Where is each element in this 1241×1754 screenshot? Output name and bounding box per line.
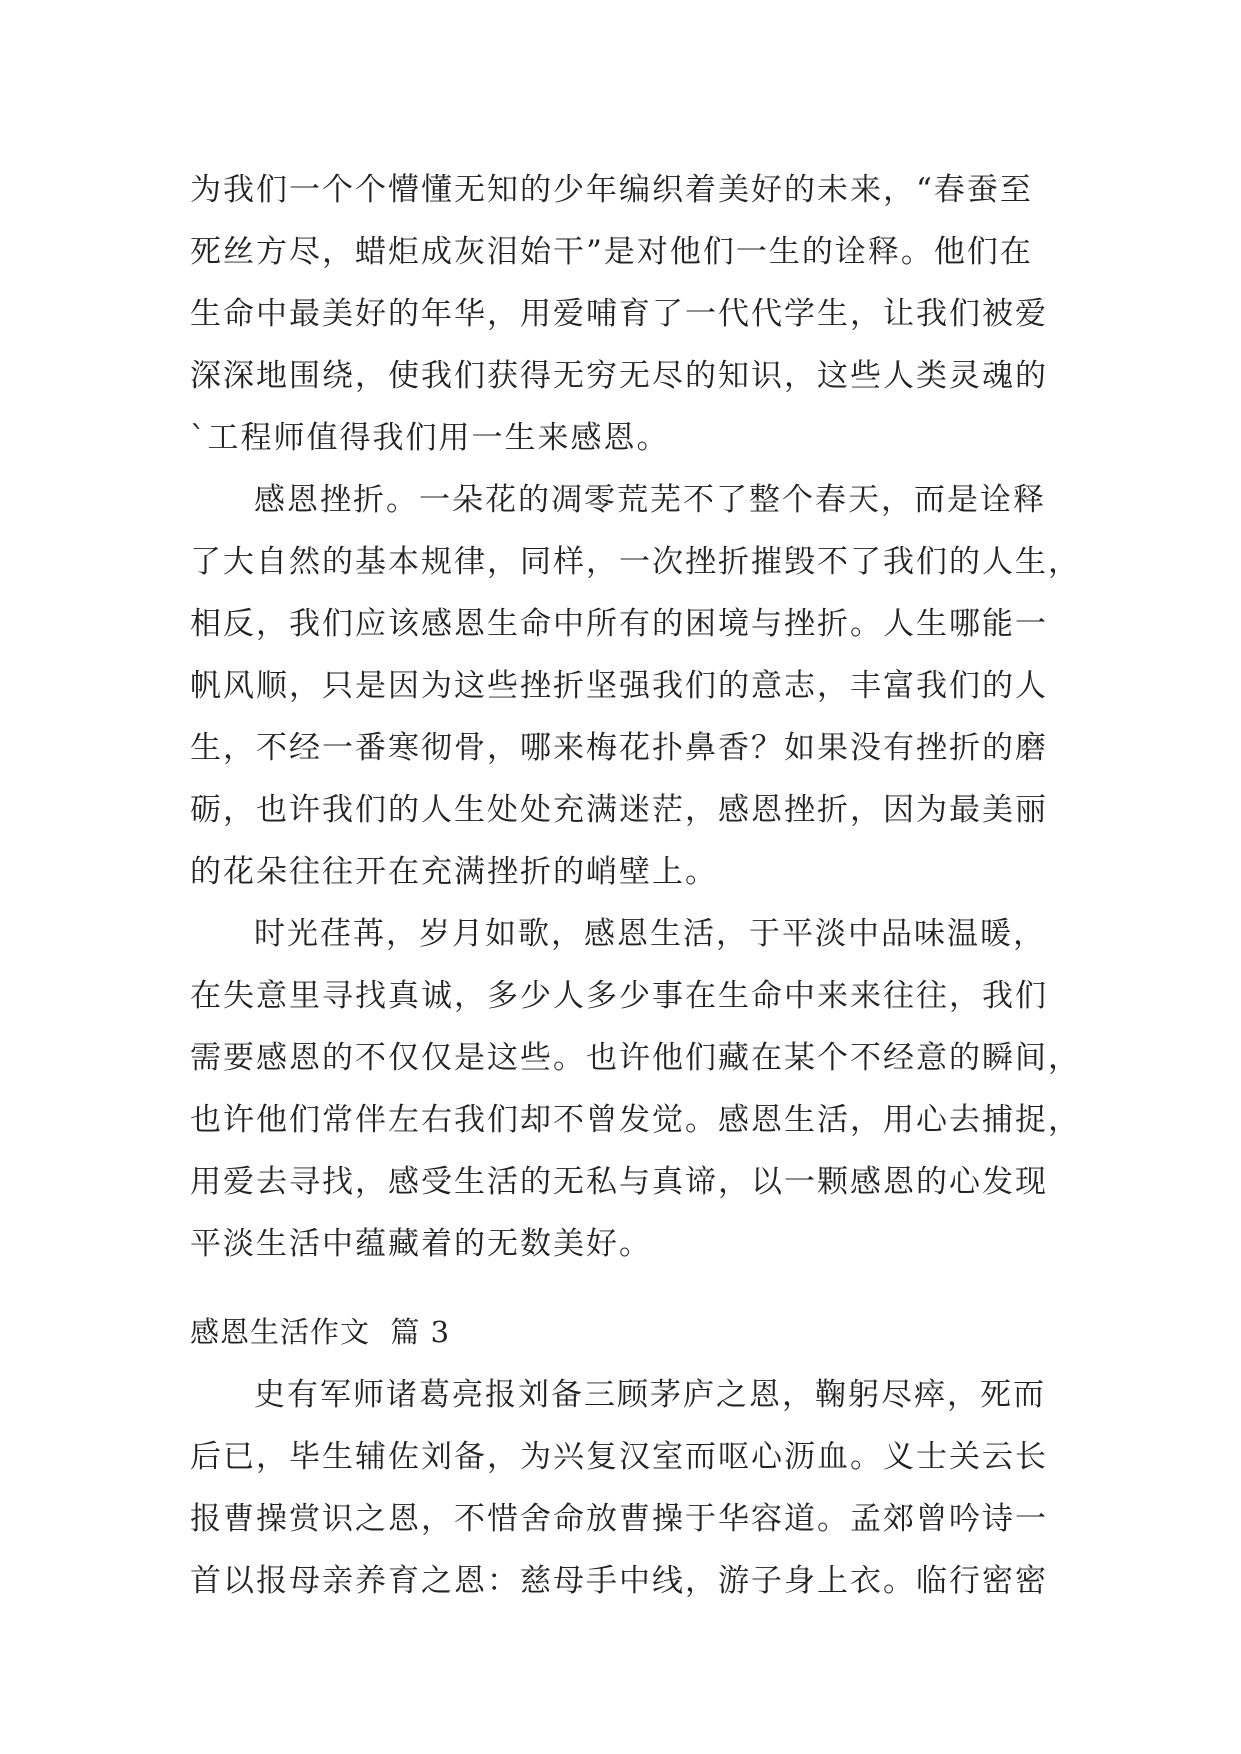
paragraph-2-line-2: 了大自然的基本规律，同样，一次挫折摧毁不了我们的人生， bbox=[190, 544, 1081, 580]
paragraph-4-line-4: 首以报母亲养育之恩：慈母手中线，游子身上衣。临行密密 bbox=[190, 1563, 1048, 1599]
paragraph-3-line-3: 需要感恩的不仅仅是这些。也许他们藏在某个不经意的瞬间， bbox=[190, 1040, 1081, 1076]
paragraph-2-line-6: 砺，也许我们的人生处处充满迷茫，感恩挫折，因为最美丽 bbox=[190, 792, 1048, 828]
paragraph-4-line-1: 史有军师诸葛亮报刘备三顾茅庐之恩，鞠躬尽瘁，死而 bbox=[254, 1377, 1046, 1413]
paragraph-1-line-1: 为我们一个个懵懂无知的少年编织着美好的未来，“春蚕至 bbox=[190, 172, 1033, 208]
paragraph-2-line-5: 生，不经一番寒彻骨，哪来梅花扑鼻香？如果没有挫折的磨 bbox=[190, 730, 1048, 766]
paragraph-1-line-3: 生命中最美好的年华，用爱哺育了一代代学生，让我们被爱 bbox=[190, 296, 1048, 332]
section-heading: 感恩生活作文 篇 3 bbox=[190, 1315, 451, 1349]
paragraph-1-line-5: `工程师值得我们用一生来感恩。 bbox=[190, 420, 670, 456]
paragraph-1-line-2: 死丝方尽，蜡炬成灰泪始干”是对他们一生的诠释。他们在 bbox=[190, 234, 1033, 270]
paragraph-2-line-7: 的花朵往往开在充满挫折的峭壁上。 bbox=[190, 854, 718, 890]
paragraph-4-line-2: 后已，毕生辅佐刘备，为兴复汉室而呕心沥血。义士关云长 bbox=[190, 1439, 1048, 1475]
paragraph-2-line-4: 帆风顺，只是因为这些挫折坚强我们的意志，丰富我们的人 bbox=[190, 668, 1048, 704]
paragraph-2-line-1: 感恩挫折。一朵花的凋零荒芜不了整个春天，而是诠释 bbox=[254, 482, 1046, 518]
paragraph-3-line-5: 用爱去寻找，感受生活的无私与真谛，以一颗感恩的心发现 bbox=[190, 1164, 1048, 1200]
paragraph-3-line-4: 也许他们常伴左右我们却不曾发觉。感恩生活，用心去捕捉， bbox=[190, 1102, 1081, 1138]
paragraph-3-line-6: 平淡生活中蕴藏着的无数美好。 bbox=[190, 1226, 652, 1262]
paragraph-3-line-2: 在失意里寻找真诚，多少人多少事在生命中来来往往，我们 bbox=[190, 978, 1048, 1014]
paragraph-3-line-1: 时光荏苒，岁月如歌，感恩生活，于平淡中品味温暖， bbox=[254, 916, 1046, 952]
paragraph-4-line-3: 报曹操赏识之恩，不惜舍命放曹操于华容道。孟郊曾吟诗一 bbox=[190, 1501, 1048, 1537]
paragraph-2-line-3: 相反，我们应该感恩生命中所有的困境与挫折。人生哪能一 bbox=[190, 606, 1048, 642]
paragraph-1-line-4: 深深地围绕，使我们获得无穷无尽的知识，这些人类灵魂的 bbox=[190, 358, 1048, 394]
